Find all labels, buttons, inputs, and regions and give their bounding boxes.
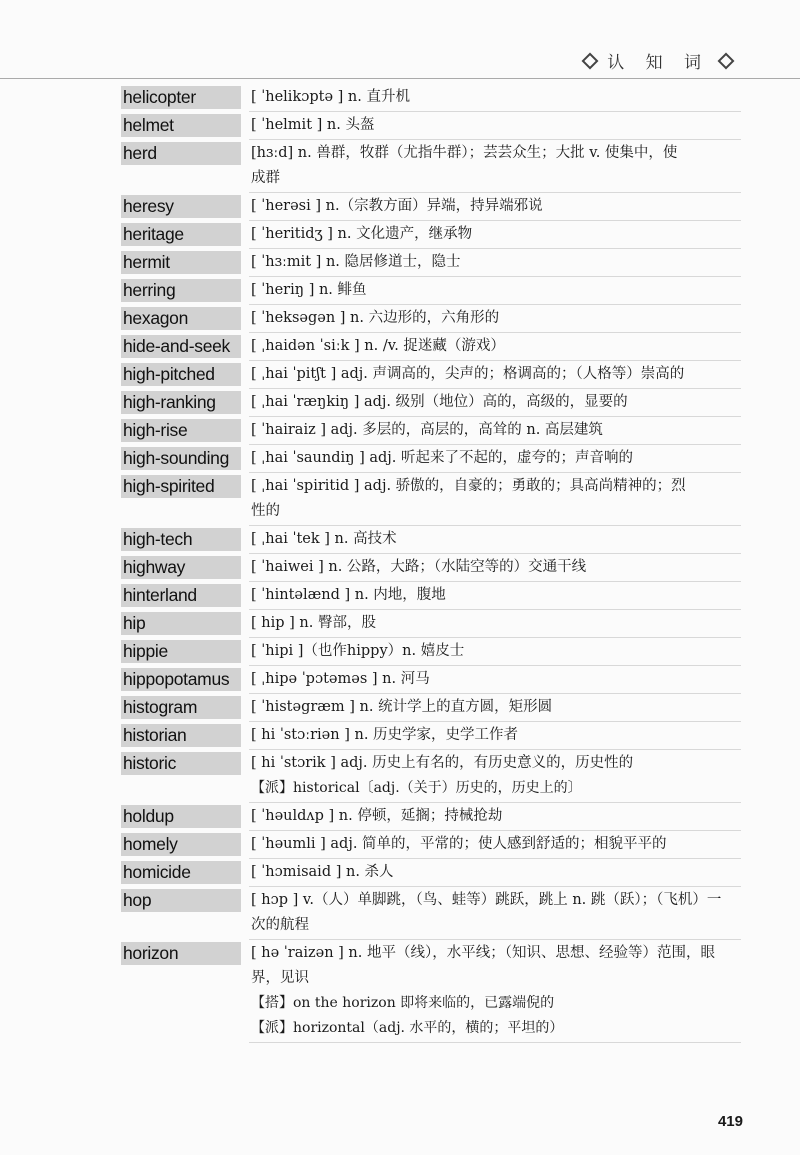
definition xyxy=(251,666,741,694)
definition xyxy=(251,112,741,140)
definition-line: [ ˈhəuldʌp ] n. 停顿，延搁；持械抢劫 xyxy=(251,808,503,824)
headword: hinterland xyxy=(121,584,241,607)
definition-line: [ ˈhelikɔptə ] n. 直升机 xyxy=(251,89,410,105)
dictionary-entry xyxy=(121,445,741,473)
definition-line: [hɜːd] n. 兽群，牧群（尤指牛群）；芸芸众生；大批 v. 使集中，使 xyxy=(251,145,678,161)
definition-line: [ ˈhipi ]（也作hippy）n. 嬉皮士 xyxy=(251,643,465,659)
dictionary-entry xyxy=(121,750,741,803)
dictionary-entry xyxy=(121,831,741,859)
dictionary-entry xyxy=(121,277,741,305)
headword: hermit xyxy=(121,251,241,274)
dictionary-entry xyxy=(121,305,741,333)
definition-line: [ ˈheriŋ ] n. 鲱鱼 xyxy=(251,282,367,298)
definition-line: [ ˌhaidən ˈsiːk ] n. /v. 捉迷藏（游戏） xyxy=(251,338,505,354)
definition xyxy=(251,582,741,610)
page-number: 419 xyxy=(717,1113,743,1130)
dictionary-entry xyxy=(121,582,741,610)
definition-line: [ ˌhai ˈræŋkiŋ ] adj. 级别（地位）高的，高级的，显要的 xyxy=(251,394,628,410)
definition xyxy=(251,333,741,361)
definition-line: [ ˈhairaiz ] adj. 多层的，高层的，高耸的 n. 高层建筑 xyxy=(251,422,603,438)
definition-line: [ ˌhai ˈsaundiŋ ] adj. 听起来了不起的，虚夸的；声音响的 xyxy=(251,450,634,466)
definition-line: [ ˌhipə ˈpɔtəməs ] n. 河马 xyxy=(251,671,430,687)
dictionary-entry xyxy=(121,249,741,277)
definition-line: 性的 xyxy=(251,503,280,519)
chapter-header xyxy=(578,48,738,73)
chapter-title: 认 知 词 xyxy=(607,53,709,73)
definition xyxy=(251,277,741,305)
dictionary-entry xyxy=(121,473,741,526)
definition xyxy=(251,193,741,221)
definition xyxy=(251,221,741,249)
dictionary-entry xyxy=(121,887,741,940)
definition-line: [ hə ˈraizən ] n. 地平（线），水平线；（知识、思想、经验等）范围，眼 xyxy=(251,945,715,961)
dictionary-entry xyxy=(121,193,741,221)
dictionary-entry xyxy=(121,694,741,722)
diamond-icon xyxy=(718,52,735,69)
definition-line: 成群 xyxy=(251,170,280,186)
definition xyxy=(251,859,741,887)
headword: helmet xyxy=(121,114,241,137)
headword: heresy xyxy=(121,195,241,218)
definition xyxy=(251,140,741,193)
definition-line: [ ˈheksəgən ] n. 六边形的，六角形的 xyxy=(251,310,500,326)
dictionary-entry xyxy=(121,940,741,1043)
definition xyxy=(251,803,741,831)
definition-line: [ ˌhai ˈspiritid ] adj. 骄傲的，自豪的；勇敢的；具高尚精神的；烈 xyxy=(251,478,686,494)
definition xyxy=(251,694,741,722)
definition xyxy=(251,638,741,666)
dictionary-entry xyxy=(121,361,741,389)
header-rule xyxy=(0,78,800,79)
definition-line: 界，见识 xyxy=(251,970,309,986)
headword: herd xyxy=(121,142,241,165)
dictionary-entry xyxy=(121,112,741,140)
definition xyxy=(251,554,741,582)
entry-list xyxy=(121,84,741,1043)
definition-line: [ hip ] n. 臀部，股 xyxy=(251,615,376,631)
dictionary-entry xyxy=(121,722,741,750)
derivation-line: 【派】historical〔adj.（关于）历史的，历史上的〕 xyxy=(251,780,582,796)
headword: high-rise xyxy=(121,419,241,442)
dictionary-entry xyxy=(121,859,741,887)
dictionary-entry xyxy=(121,389,741,417)
headword: herring xyxy=(121,279,241,302)
definition xyxy=(251,610,741,638)
dictionary-entry xyxy=(121,803,741,831)
definition xyxy=(251,887,741,940)
headword: holdup xyxy=(121,805,241,828)
definition-line: [ ˈhaiwei ] n. 公路，大路；（水陆空等的）交通干线 xyxy=(251,559,587,575)
dictionary-entry xyxy=(121,666,741,694)
dictionary-entry xyxy=(121,140,741,193)
dictionary-entry xyxy=(121,526,741,554)
dictionary-entry xyxy=(121,333,741,361)
definition-line: [ hi ˈstɔːriən ] n. 历史学家，史学工作者 xyxy=(251,727,519,743)
dictionary-entry xyxy=(121,417,741,445)
definition xyxy=(251,84,741,112)
definition-line: [ ˈhɜːmit ] n. 隐居修道士，隐士 xyxy=(251,254,461,270)
headword: heritage xyxy=(121,223,241,246)
definition-line: [ ˈhɔmisaid ] n. 杀人 xyxy=(251,864,394,880)
definition xyxy=(251,722,741,750)
definition-line: [ hi ˈstɔrik ] adj. 历史上有名的，有历史意义的，历史性的 xyxy=(251,755,634,771)
dictionary-entry xyxy=(121,610,741,638)
dictionary-entry xyxy=(121,84,741,112)
definition xyxy=(251,389,741,417)
definition-line: [ ˌhai ˈpitʃt ] adj. 声调高的，尖声的；格调高的；（人格等）崇高的 xyxy=(251,366,685,382)
definition-line: 次的航程 xyxy=(251,917,309,933)
definition xyxy=(251,526,741,554)
headword: high-tech xyxy=(121,528,241,551)
definition-line: [ ˈhintəlænd ] n. 内地，腹地 xyxy=(251,587,446,603)
headword: high-sounding xyxy=(121,447,241,470)
headword: helicopter xyxy=(121,86,241,109)
headword: hexagon xyxy=(121,307,241,330)
definition xyxy=(251,831,741,859)
headword: hippie xyxy=(121,640,241,663)
headword: hip xyxy=(121,612,241,635)
definition xyxy=(251,445,741,473)
definition xyxy=(251,417,741,445)
dictionary-entry xyxy=(121,638,741,666)
definition xyxy=(251,249,741,277)
definition xyxy=(251,361,741,389)
definition-line: [ hɔp ] v.（人）单脚跳，（鸟、蛙等）跳跃，跳上 n. 跳（跃）；（飞机）一 xyxy=(251,892,722,908)
headword: hop xyxy=(121,889,241,912)
definition xyxy=(251,305,741,333)
headword: horizon xyxy=(121,942,241,965)
derivation-line: 【派】horizontal（adj. 水平的，横的；平坦的） xyxy=(251,1020,564,1036)
definition-line: [ ˈheritidʒ ] n. 文化遗产，继承物 xyxy=(251,226,473,242)
definition-line: [ ˈhelmit ] n. 头盔 xyxy=(251,117,375,133)
headword: homicide xyxy=(121,861,241,884)
derivation-line: 【搭】on the horizon 即将来临的，已露端倪的 xyxy=(251,995,555,1011)
definition xyxy=(251,940,741,1043)
headword: high-spirited xyxy=(121,475,241,498)
headword: highway xyxy=(121,556,241,579)
diamond-icon xyxy=(582,52,599,69)
definition xyxy=(251,750,741,803)
definition xyxy=(251,473,741,526)
definition-line: [ ˈherəsi ] n.（宗教方面）异端，持异端邪说 xyxy=(251,198,543,214)
headword: historic xyxy=(121,752,241,775)
definition-line: [ ˈhistəgræm ] n. 统计学上的直方圆，矩形圆 xyxy=(251,699,553,715)
dictionary-entry xyxy=(121,221,741,249)
headword: homely xyxy=(121,833,241,856)
headword: high-ranking xyxy=(121,391,241,414)
headword: historian xyxy=(121,724,241,747)
dictionary-entry xyxy=(121,554,741,582)
headword: hippopotamus xyxy=(121,668,241,691)
definition-line: [ ˌhai ˈtek ] n. 高技术 xyxy=(251,531,397,547)
definition-line: [ ˈhəumli ] adj. 简单的，平常的；使人感到舒适的；相貌平平的 xyxy=(251,836,667,852)
headword: hide-and-seek xyxy=(121,335,241,358)
headword: high-pitched xyxy=(121,363,241,386)
headword: histogram xyxy=(121,696,241,719)
